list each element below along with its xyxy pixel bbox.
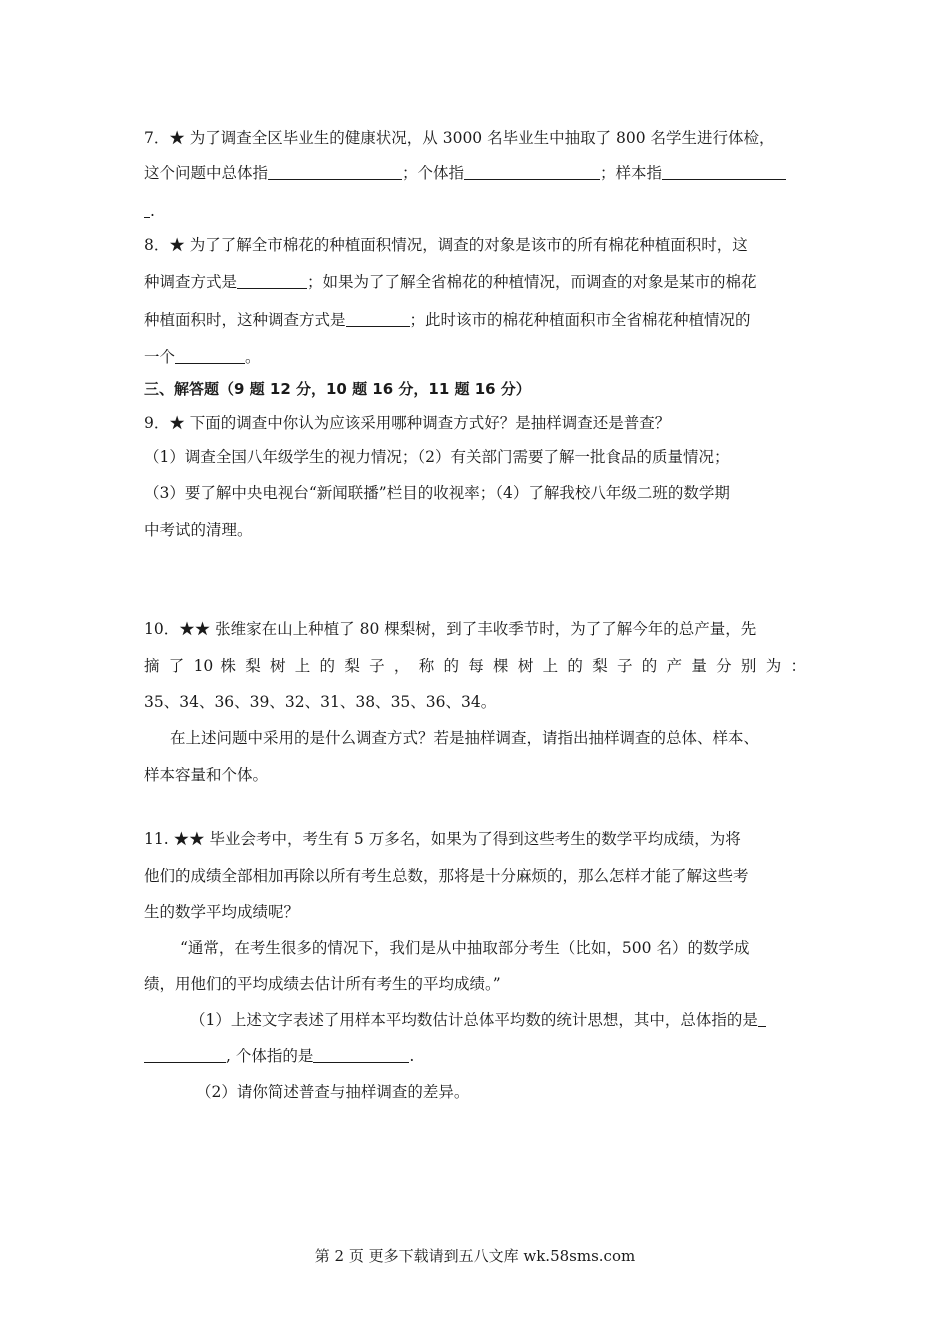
q11-line-7: [144, 1046, 806, 1066]
q10-line-3: 35、34、36、39、32、31、38、35、36、34。: [144, 693, 497, 711]
q8-relation-blank: [175, 347, 245, 364]
q8-line-4-end: 。: [245, 348, 261, 366]
q8-line-1: 8．★ 为了了解全市棉花的种植面积情况，调查的对象是该市的所有棉花种植面积时，这: [144, 236, 748, 254]
q11-line-1: 11. ★★ 毕业会考中，考生有 5 万多名，如果为了得到这些考生的数学平均成绩，为将: [144, 830, 741, 848]
q8-method-label: 种调查方式是: [144, 273, 238, 291]
q10-line-2: 摘 了 10 株 梨 树 上 的 梨 子 ， 称 的 每 棵 树 上 的 梨 子 的 产 量 分 别 为 ：: [144, 657, 806, 675]
section-3-heading: 三、解答题（9 题 12 分，10 题 16 分，11 题 16 分）: [144, 380, 531, 398]
q11-line-3: 生的数学平均成绩呢？: [144, 903, 300, 921]
q11-line-6-text: （1）上述文字表述了用样本平均数估计总体平均数的统计思想，其中，总体指的是: [190, 1011, 758, 1029]
q7-population-blank: [268, 163, 402, 180]
q9-line-4: 中考试的清理。: [144, 521, 253, 539]
q7-population-label: 这个问题中总体指: [144, 164, 269, 182]
q11-line-2: 他们的成绩全部相加再除以所有考生总数，那将是十分麻烦的，那么怎样才能了解这些考: [144, 867, 749, 885]
q11-line-8: （2）请你简述普查与抽样调查的差异。: [196, 1083, 470, 1101]
q10-line-4: 在上述问题中采用的是什么调查方式？若是抽样调查，请指出抽样调查的总体、样本、: [170, 729, 760, 747]
q7-sample-blank: [662, 163, 786, 180]
q7-line-3: [144, 201, 806, 221]
q7-sample-label: ；样本指: [600, 164, 663, 182]
q9-line-3: （3）要了解中央电视台“新闻联播”栏目的收视率；（4）了解我校八年级二班的数学期: [144, 484, 730, 502]
q8-line-3-text: 种植面积时，这种调查方式是: [144, 311, 346, 329]
q7-line-2: [144, 163, 806, 183]
q8-line-3: [144, 310, 806, 330]
q11-line-5: 绩，用他们的平均成绩去估计所有考生的平均成绩。”: [144, 975, 501, 993]
q11-population-blank-start: [758, 1010, 766, 1027]
q8-line-4-text: 一个: [144, 348, 176, 366]
q7-period: .: [150, 202, 155, 220]
q9-line-2: （1）调查全国八年级学生的视力情况；（2）有关部门需要了解一批食品的质量情况；: [144, 448, 730, 466]
q8-method-blank-1: [237, 272, 307, 289]
q8-line-2-text: ；如果为了了解全省棉花的种植情况，而调查的对象是某市的棉花: [307, 273, 757, 291]
q11-line-6: [190, 1010, 806, 1030]
q11-individual-blank: [313, 1046, 409, 1063]
q8-method-blank-2: [346, 310, 410, 327]
q11-line-7-end: .: [409, 1047, 415, 1065]
q10-line-1: 10．★★ 张维家在山上种植了 80 棵梨树，到了丰收季节时，为了了解今年的总产量，先: [144, 620, 757, 638]
q11-line-4: “通常，在考生很多的情况下，我们是从中抽取部分考生（比如，500 名）的数学成: [180, 939, 750, 957]
q10-line-5: 样本容量和个体。: [144, 766, 269, 784]
q11-individual-label: , 个体指的是: [226, 1047, 314, 1065]
q8-line-3-tail: ；此时该市的棉花种植面积市全省棉花种植情况的: [409, 311, 751, 329]
q7-individual-label: ；个体指: [402, 164, 465, 182]
page-footer: 第 2 页 更多下载请到五八文库 wk.58sms.com: [314, 1247, 636, 1265]
q8-line-2: [144, 272, 806, 292]
q9-line-1: 9．★ 下面的调查中你认为应该采用哪种调查方式好？是抽样调查还是普查？: [144, 414, 671, 432]
q7-individual-blank: [464, 163, 600, 180]
q11-population-blank: [144, 1046, 226, 1063]
q7-line-1: 7．★ 为了调查全区毕业生的健康状况，从 3000 名毕业生中抽取了 800 名学生进行体检，: [144, 129, 775, 147]
q8-line-4: [144, 347, 806, 367]
